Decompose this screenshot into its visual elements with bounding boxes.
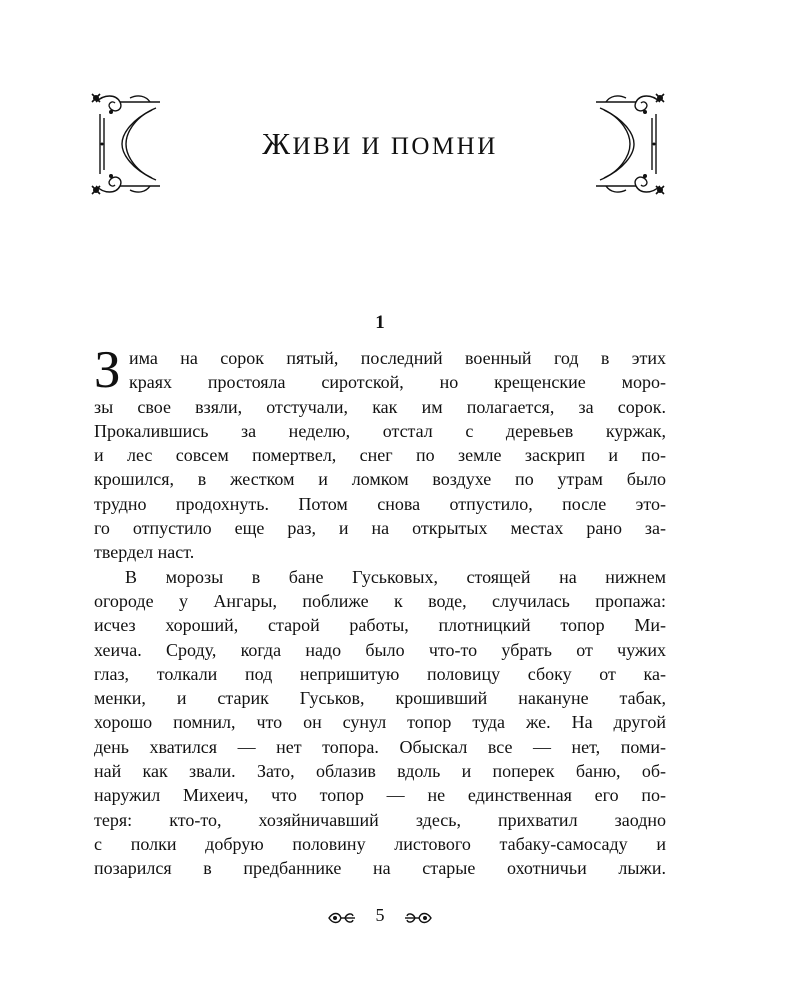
text-line: твердел наст.	[94, 542, 195, 563]
body-text	[94, 341, 666, 881]
text-line: Прокалившись за неделю, отстал с деревьев куржак,	[94, 420, 666, 441]
text-line: исчез хороший, старой работы, плотницкий топор Ми-	[94, 615, 666, 636]
text-line: менки, и старик Гуськов, крошивший накануне табак,	[94, 688, 666, 709]
text-line: хеича. Сроду, когда надо было что-то убрать от чужих	[94, 639, 666, 660]
text-line: зы свое взяли, отстучали, как им полагается, за сорок.	[94, 396, 666, 417]
text-line: има на сорок пятый, последний военный год в этих	[129, 348, 666, 368]
text-line: огороде у Ангары, поближе к воде, случилась пропажа:	[94, 590, 666, 611]
paragraph-2	[94, 565, 666, 881]
chapter-title-initial: Ж	[262, 126, 293, 161]
text-line: краях простояла сиротской, но крещенские моро-	[129, 372, 666, 393]
page-number-footer	[0, 906, 760, 936]
drop-cap: З	[94, 341, 121, 399]
text-line: го отпустило еще раз, и на открытых местах рано за-	[94, 518, 666, 539]
section-number: 1	[375, 312, 385, 333]
text-line: позарился в предбаннике на старые охотничьи лыжи.	[94, 858, 666, 879]
text-line: наружил Михеич, что топор — не единственная его по-	[94, 785, 666, 806]
fleuron-left-icon	[327, 910, 357, 926]
text-line: с полки добрую половину листового табаку-самосаду и	[94, 833, 666, 854]
chapter-title-rest: ИВИ И ПОМНИ	[292, 133, 498, 160]
text-line: теря: кто-то, хозяйничавший здесь, прихватил заодно	[94, 809, 666, 830]
text-line: и лес совсем помертвел, снег по земле заскрип и по-	[94, 445, 666, 466]
chapter-title	[0, 126, 760, 162]
text-line: трудно продохнуть. Потом снова отпустило, после это-	[94, 493, 666, 514]
text-line: В морозы в бане Гуськовых, стоящей на нижнем	[125, 566, 666, 587]
paragraph-1	[94, 341, 666, 565]
text-line: крошился, в жестком и ломком воздухе по утрам было	[94, 469, 666, 490]
text-line: най как звали. Зато, облазив вдоль и поперек баню, об-	[94, 761, 666, 782]
text-line: глаз, толкали под непришитую половицу сбоку от ка-	[94, 663, 666, 684]
page-number: 5	[375, 905, 385, 925]
text-line: хорошо помнил, что он сунул топор туда же. На другой	[94, 712, 666, 733]
text-line: день хватился — нет топора. Обыскал все — нет, поми-	[94, 736, 666, 757]
fleuron-right-icon	[403, 910, 433, 926]
